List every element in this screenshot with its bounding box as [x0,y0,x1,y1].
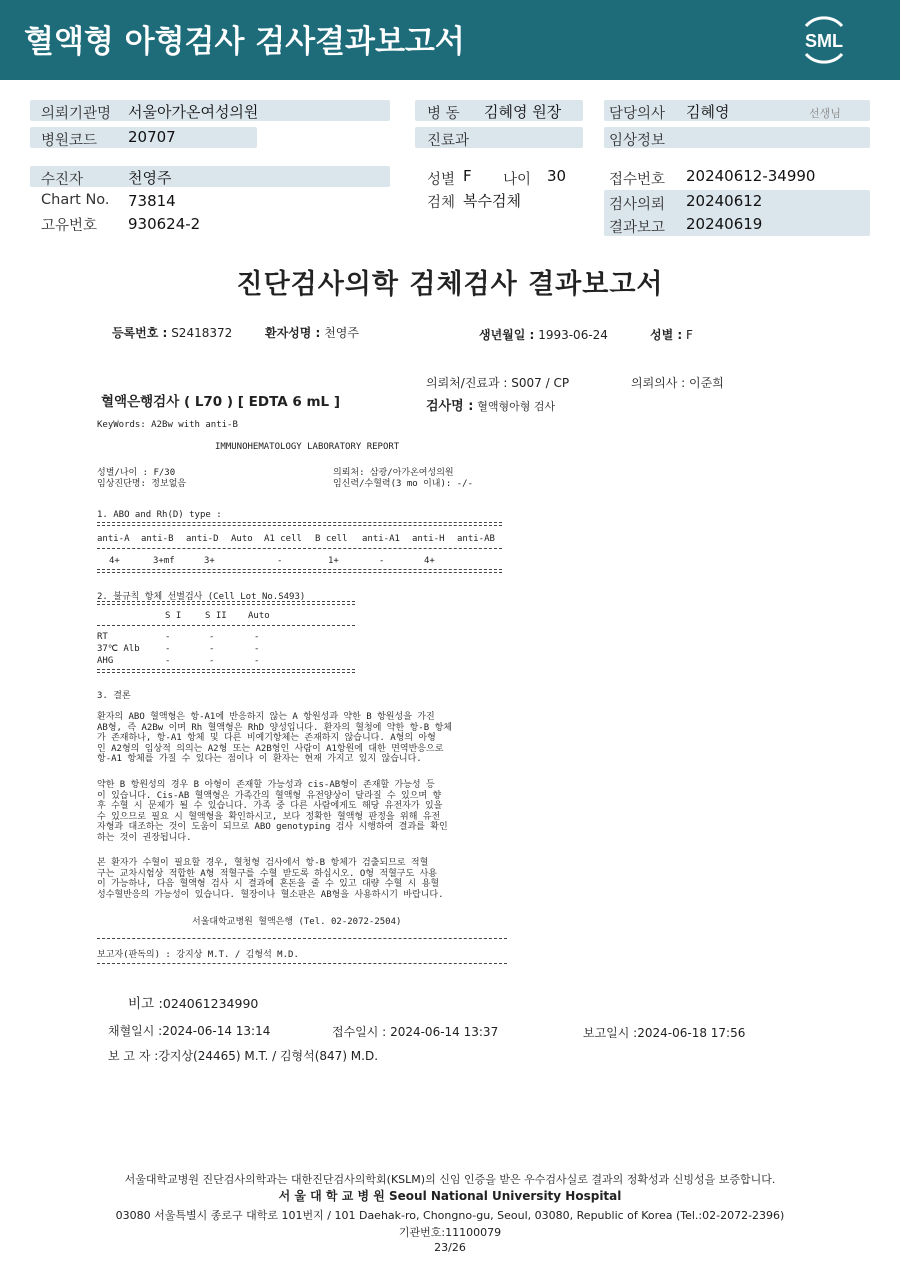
test-name-field: 검사명 : 혈액형아형 검사 [426,399,556,414]
screen-header-s1: S I [165,611,182,621]
abo-value-anti-a: 4+ [109,556,120,566]
sex-label: 성별 [427,172,456,188]
footer-institution-no: 기관번호:11100079 [398,1226,502,1239]
screen-cell: - [209,644,215,654]
conclusion-paragraph-3: 본 환자가 수혈이 필요할 경우, 혈청형 검사에서 항-B 항체가 검출되므로 적혈 구는 교차시험상 적합한 A형 적혈구를 수혈 받도록 하십시오. O형 적혈구도 사용 이 가능하나, 다음 혈액형 검사 시 결과에 혼돈을 줄 수 있고 대량 수혈 시 용혈 성수혈반응의 가능성이 있습니다. 혈장이나 혈소판은 AB형을 사용하시기 바랍니다. [97,858,444,900]
screen-row-label: RT [97,632,108,642]
report-date-field: 보고일시 :2024-06-18 17:56 [583,1026,746,1040]
reporter-line: 보고자(판독의) : 강지상 M.T. / 김형석 M.D. [97,950,299,960]
section1-title: 1. ABO and Rh(D) type : [97,510,222,520]
footer-hospital: 서 울 대 학 교 병 원 Seoul National University Hospital [278,1189,622,1203]
pregnancy-line: 임신력/수혈력(3 mo 이내): -/- [333,479,473,489]
abo-value-anti-d: 3+ [204,556,215,566]
request-label: 검사의뢰 [609,197,666,213]
specimen-label: 검체 [427,195,456,211]
sex-age-line: 성별/나이 : F/30 [97,468,176,478]
result-label: 결과보고 [609,220,666,236]
ward-value: 김혜영 원장 [484,103,562,121]
institution-label: 의뢰기관명 [41,106,112,122]
footer-page-number: 23/26 [434,1241,466,1254]
report-title: 진단검사의학 검체검사 결과보고서 [236,269,664,300]
dept-label: 진료과 [427,133,470,149]
abo-header-anti-b: anti-B [141,534,174,544]
abo-value-anti-a1: - [379,556,385,566]
unique-label: 고유번호 [41,218,98,234]
footer-certification: 서울대학교병원 진단검사의학과는 대한진단검사의학회(KSLM)의 신임 인증을 받은 우수검사실로 결과의 정확성과 신빙성을 보증합니다. [124,1173,776,1186]
abo-header-anti-ab: anti-AB [457,534,495,544]
screen-header-auto: Auto [248,611,270,621]
keywords: KeyWords: A2Bw with anti-B [97,420,238,430]
institution-value: 서울아가온여성의원 [128,103,259,121]
header-title: 혈액형 아형검사 검사결과보고서 [24,24,465,60]
screen-cell: - [209,632,215,642]
screen-cell: - [165,656,171,666]
patient-band [30,166,390,187]
receive-field: 접수일시 : 2024-06-14 13:37 [332,1025,499,1039]
abo-value-anti-h: 4+ [424,556,435,566]
svg-text:SML: SML [805,31,843,51]
reg-field: 등록번호 : S2418372 [112,326,233,340]
screen-cell: - [165,632,171,642]
abo-header-anti-d: anti-D [186,534,219,544]
diagnosis-line: 임상진단명: 정보없음 [97,479,187,489]
abo-header-auto: Auto [231,534,253,544]
request-value: 20240612 [686,192,763,210]
doctor-suffix: 선생님 [809,107,841,120]
name-field: 환자성명 : 천영주 [265,326,359,340]
abo-header-a1-cell: A1 cell [264,534,302,544]
conclusion-paragraph-1: 환자의 ABO 혈액형은 항-A1에 반응하지 않는 A 항원성과 약한 B 항원성을 가진 AB형, 즉 A2Bw 이며 Rh 혈액형은 RhD 양성입니다. 환자의 혈청에 약한 항-B 항체 가 존재하나, 항-A1 항체 및 다른 비예기항체는 존재하지 않습니다. A형의 아형 인 A2형의 임상적 의의는 A2형 또는 A2B형인 사람이 A1항원에 대한 면역반응으로 항-A1 항체를 가질 수 있다는 점이나 이 환자는 현재 가지고 있지 않습니다. [97,712,452,765]
screen-cell: - [254,656,260,666]
screen-header-s2: S II [205,611,227,621]
screen-cell: - [209,656,215,666]
remark-field: 비고 :024061234990 [128,996,259,1012]
hospital-code-value: 20707 [128,128,176,146]
chart-value: 73814 [128,192,176,210]
lab-title: IMMUNOHEMATOLOGY LABORATORY REPORT [215,442,400,452]
footer-address: 03080 서울특별시 종로구 대학로 101번지 / 101 Daehak-ro, Chongno-gu, Seoul, 03080, Republic of Korea (Tel.:02-2072-2396) [115,1209,785,1222]
screen-cell: - [254,632,260,642]
doctor-label: 담당의사 [609,106,666,122]
patient-value: 천영주 [128,169,172,187]
screen-row-label: AHG [97,656,114,666]
test-title: 혈액은행검사 ( L70 ) [ EDTA 6 mL ] [101,394,341,410]
ward-label: 병 동 [427,106,460,122]
result-value: 20240619 [686,215,763,233]
referrer-line: 의뢰처: 삼광/아가온여성의원 [333,468,454,478]
doctor-line: 의뢰의사 : 이준희 [631,376,724,390]
conclusion-paragraph-2: 약한 B 항원성의 경우 B 아형이 존재할 가능성과 cis-AB형이 존재할 가능성 등 이 있습니다. Cis-AB 혈액형은 가족간의 혈액형 유전양상이 달라질 수 있으며 향 후 수혈 시 문제가 될 수 있습니다. 가족 중 다른 사람에게도 해당 유전자가 있을 수 있으므로 필요 시 혈액형을 확인하시고, 보다 정확한 혈액형 판정을 위해 유전 자형과 대조하는 것이 도움이 되므로 ABO genotyping 검사 시행하여 결과를 확인 하는 것이 권장됩니다. [97,780,448,843]
section3-title: 3. 결론 [97,691,131,701]
sex-value: F [463,167,472,185]
collect-field: 채혈일시 :2024-06-14 13:14 [108,1024,271,1038]
report-header [0,0,900,80]
dob-field: 생년월일 : 1993-06-24 [479,328,608,342]
abo-header-anti-a1: anti-A1 [362,534,400,544]
sml-logo [796,12,852,68]
abo-header-anti-a: anti-A [97,534,130,544]
age-value: 30 [547,167,567,185]
screen-cell: - [165,644,171,654]
chart-label: Chart No. [41,192,110,208]
clinical-label: 임상정보 [609,133,666,149]
unique-value: 930624-2 [128,215,201,233]
doctor-value: 김혜영 [686,103,730,121]
abo-value-b-cell: 1+ [328,556,339,566]
hospital-code-label: 병원코드 [41,133,98,149]
abo-value-a1-cell: - [277,556,283,566]
patient-label: 수진자 [41,172,84,188]
section2-title: 2. 불규칙 항체 선별검사 (Cell Lot No.S493) [97,592,306,602]
screen-cell: - [254,644,260,654]
specimen-value: 복수검체 [463,192,521,210]
sex-field: 성별 : F [650,328,693,342]
abo-value-anti-b: 3+mf [153,556,175,566]
blood-bank-line: 서울대학교병원 혈액은행 (Tel. 02-2072-2504) [192,917,402,927]
receipt-value: 20240612-34990 [686,167,816,185]
abo-header-anti-h: anti-H [412,534,445,544]
reporter-full-field: 보 고 자 :강지상(24465) M.T. / 김형석(847) M.D. [108,1049,379,1063]
receipt-label: 접수번호 [609,172,666,188]
age-label: 나이 [503,172,532,188]
dept-line: 의뢰처/진료과 : S007 / CP [426,376,570,390]
abo-header-b-cell: B cell [315,534,348,544]
screen-row-label: 37℃ Alb [97,644,140,654]
